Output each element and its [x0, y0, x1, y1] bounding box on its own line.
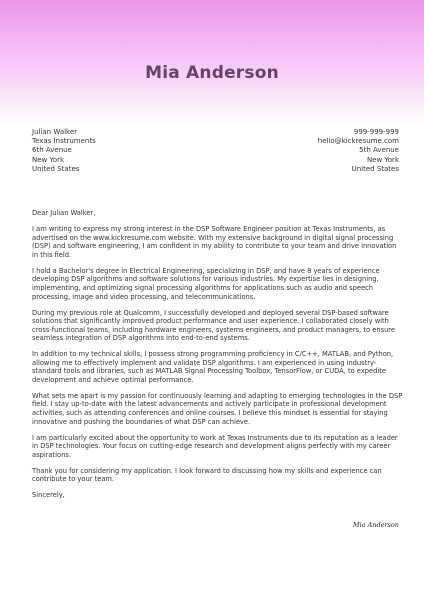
recipient-address: [32, 128, 96, 174]
paragraph-1: I am writing to express my strong interest in the DSP Software Engineer position at Texas Instruments, as advertised on the www.kickresume.com website. With my extensive background in digital signal processing (DSP) and software engineering, I am confident in my ability to contribute to your team and drive innovation in this field.: [32, 225, 397, 259]
applicant-name: Mia Anderson: [145, 63, 279, 83]
recipient-name: Julian Walker: [32, 128, 78, 136]
salutation: Dear Julian Walker,: [32, 209, 96, 217]
sender-country: United States: [351, 164, 399, 173]
recipient-country: United States: [32, 164, 80, 173]
letter-body: [32, 209, 404, 507]
recipient-street: 6th Avenue: [32, 146, 72, 155]
paragraph-4: In addition to my technical skills, I possess strong programming proficiency in C/C++, MATLAB, and Python, allowing me to effectively implement and validate DSP algorithms. I am experienced in using industry-standard tools and libraries, such as MATLAB Signal Processing Toolbox, TensorFlow, or CUDA, to expedite development and achieve optimal performance.: [32, 350, 394, 384]
sender-street: 5th Avenue: [359, 146, 399, 155]
sender-city: New York: [366, 155, 399, 164]
paragraph-2: I hold a Bachelor's degree in Electrical Engineering, specializing in DSP, and have 8 years of experience developing DSP algorithms and software solutions for various industries. My expertise lies in designing, implementing, and optimizing signal processing algorithms for applications such as audio and speech processing, image and video processing, and telecommunications.: [32, 266, 380, 301]
sender-phone: 999-999-999: [353, 128, 399, 136]
sender-contact: [318, 128, 399, 174]
recipient-company: Texas Instruments: [32, 137, 96, 146]
sender-email: hello@kickresume.com: [317, 137, 399, 146]
paragraph-7: Thank you for considering my application. I look forward to discussing how my skills and experience can contribute to your team.: [32, 466, 382, 484]
signature: Mia Anderson: [352, 521, 399, 529]
recipient-city: New York: [32, 155, 65, 164]
paragraph-6: I am particularly excited about the opportunity to work at Texas Instruments due to its reputation as a leader in DSP technologies. Your focus on cutting-edge research and development aligns perfectly with my career aspirations.: [32, 433, 398, 459]
paragraph-5: What sets me apart is my passion for continuously learning and adapting to emerging technologies in the DSP field. I stay up-to-date with the latest advancements and actively participate in professional development activities, such as attending conferences and online courses. I believe this mindset is essential for staying innovative and pushing the boundaries of what DSP can achieve.: [32, 391, 403, 426]
paragraph-3: During my previous role at Qualcomm, I successfully developed and deployed several DSP-based software solutions that significantly improved product performance and user experience. I collaborated closely with cross-functional teams, including hardware engineers, systems engineers, and product managers, to ensure seamless integration of DSP algorithms into end-to-end systems.: [32, 308, 396, 343]
closing: Sincerely,: [32, 491, 65, 500]
